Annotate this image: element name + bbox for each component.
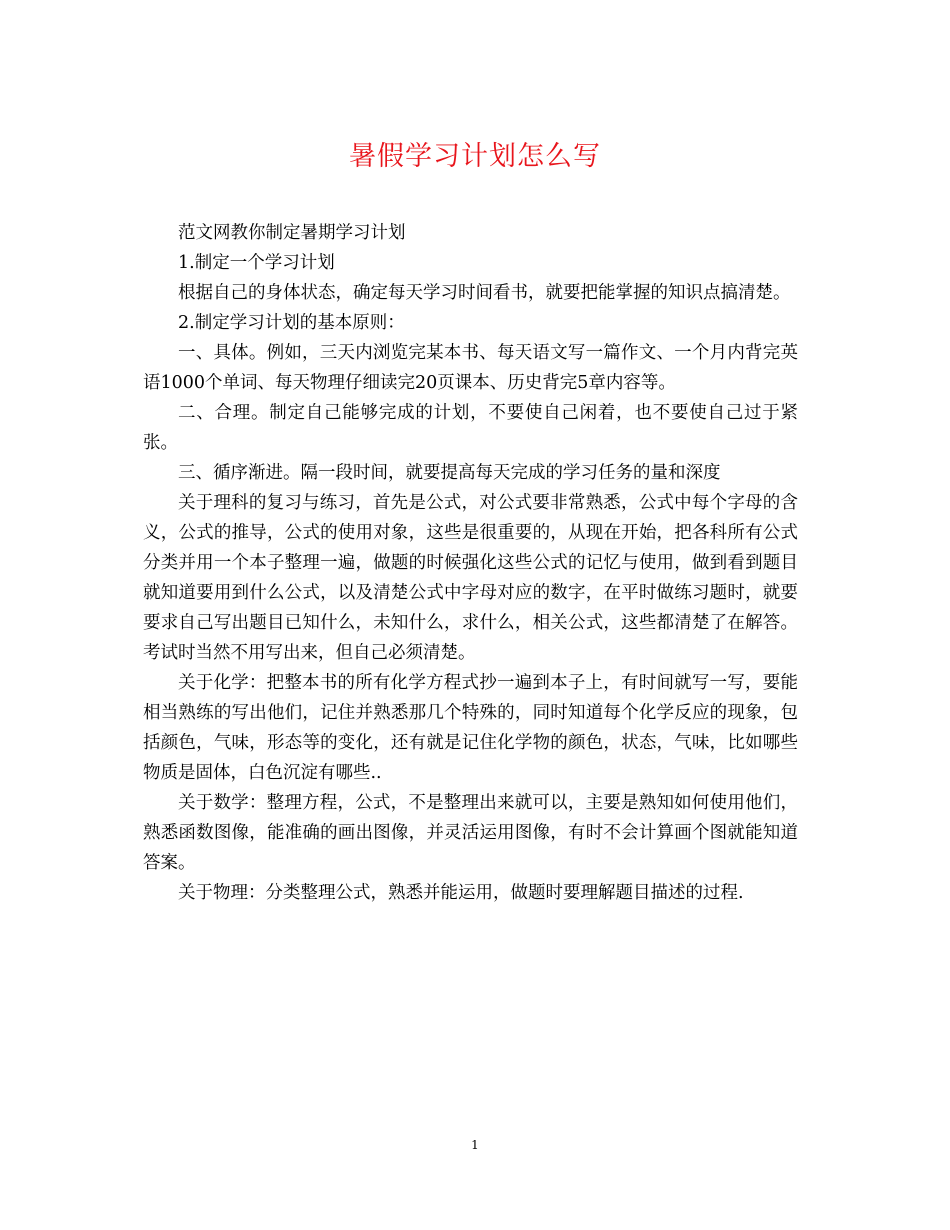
- paragraph-chemistry: 关于化学：把整本书的所有化学方程式抄一遍到本子上，有时间就写一写，要能相当熟练的写出他们，记住并熟悉那几个特殊的，同时知道每个化学反应的现象，包括颜色，气味，形态等的变化，还有就是记住化学物的颜色，状态，气味，比如哪些物质是固体，白色沉淀有哪些..: [143, 673, 798, 783]
- paragraph-heading-1: 1.制定一个学习计划: [178, 253, 335, 273]
- paragraph-heading-2: 2.制定学习计划的基本原则：: [178, 313, 405, 333]
- paragraph-principle-reasonable: 二、合理。制定自己能够完成的计划，不要使自己闲着，也不要使自己过于紧张。: [143, 403, 798, 453]
- document-body: [143, 218, 798, 908]
- paragraph-physics: 关于物理：分类整理公式，熟悉并能运用，做题时要理解题目描述的过程.: [178, 883, 744, 903]
- paragraph-body: 根据自己的身体状态，确定每天学习时间看书，就要把能掌握的知识点搞清楚。: [178, 283, 791, 303]
- paragraph-math: 关于数学：整理方程，公式，不是整理出来就可以，主要是熟知如何使用他们，熟悉函数图像，能准确的画出图像，并灵活运用图像，有时不会计算画个图就能知道答案。: [143, 793, 798, 873]
- paragraph-principle-specific: 一、具体。例如，三天内浏览完某本书、每天语文写一篇作文、一个月内背完英语1000个单词、每天物理仔细读完20页课本、历史背完5章内容等。: [143, 343, 798, 393]
- paragraph-principle-gradual: 三、循序渐进。隔一段时间，就要提高每天完成的学习任务的量和深度: [178, 463, 721, 483]
- document-title: 暑假学习计划怎么写: [349, 141, 601, 172]
- page-number: 1: [471, 1138, 479, 1152]
- paragraph-intro: 范文网教你制定暑期学习计划: [178, 223, 406, 243]
- paragraph-science: 关于理科的复习与练习，首先是公式，对公式要非常熟悉，公式中每个字母的含义，公式的推导，公式的使用对象，这些是很重要的，从现在开始，把各科所有公式分类并用一个本子整理一遍，做题的时候强化这些公式的记忆与使用，做到看到题目就知道要用到什么公式，以及清楚公式中字母对应的数字，在平时做练习题时，就要要求自己写出题目已知什么，未知什么，求什么，相关公式，这些都清楚了在解答。考试时当然不用写出来，但自己必须清楚。: [143, 493, 798, 663]
